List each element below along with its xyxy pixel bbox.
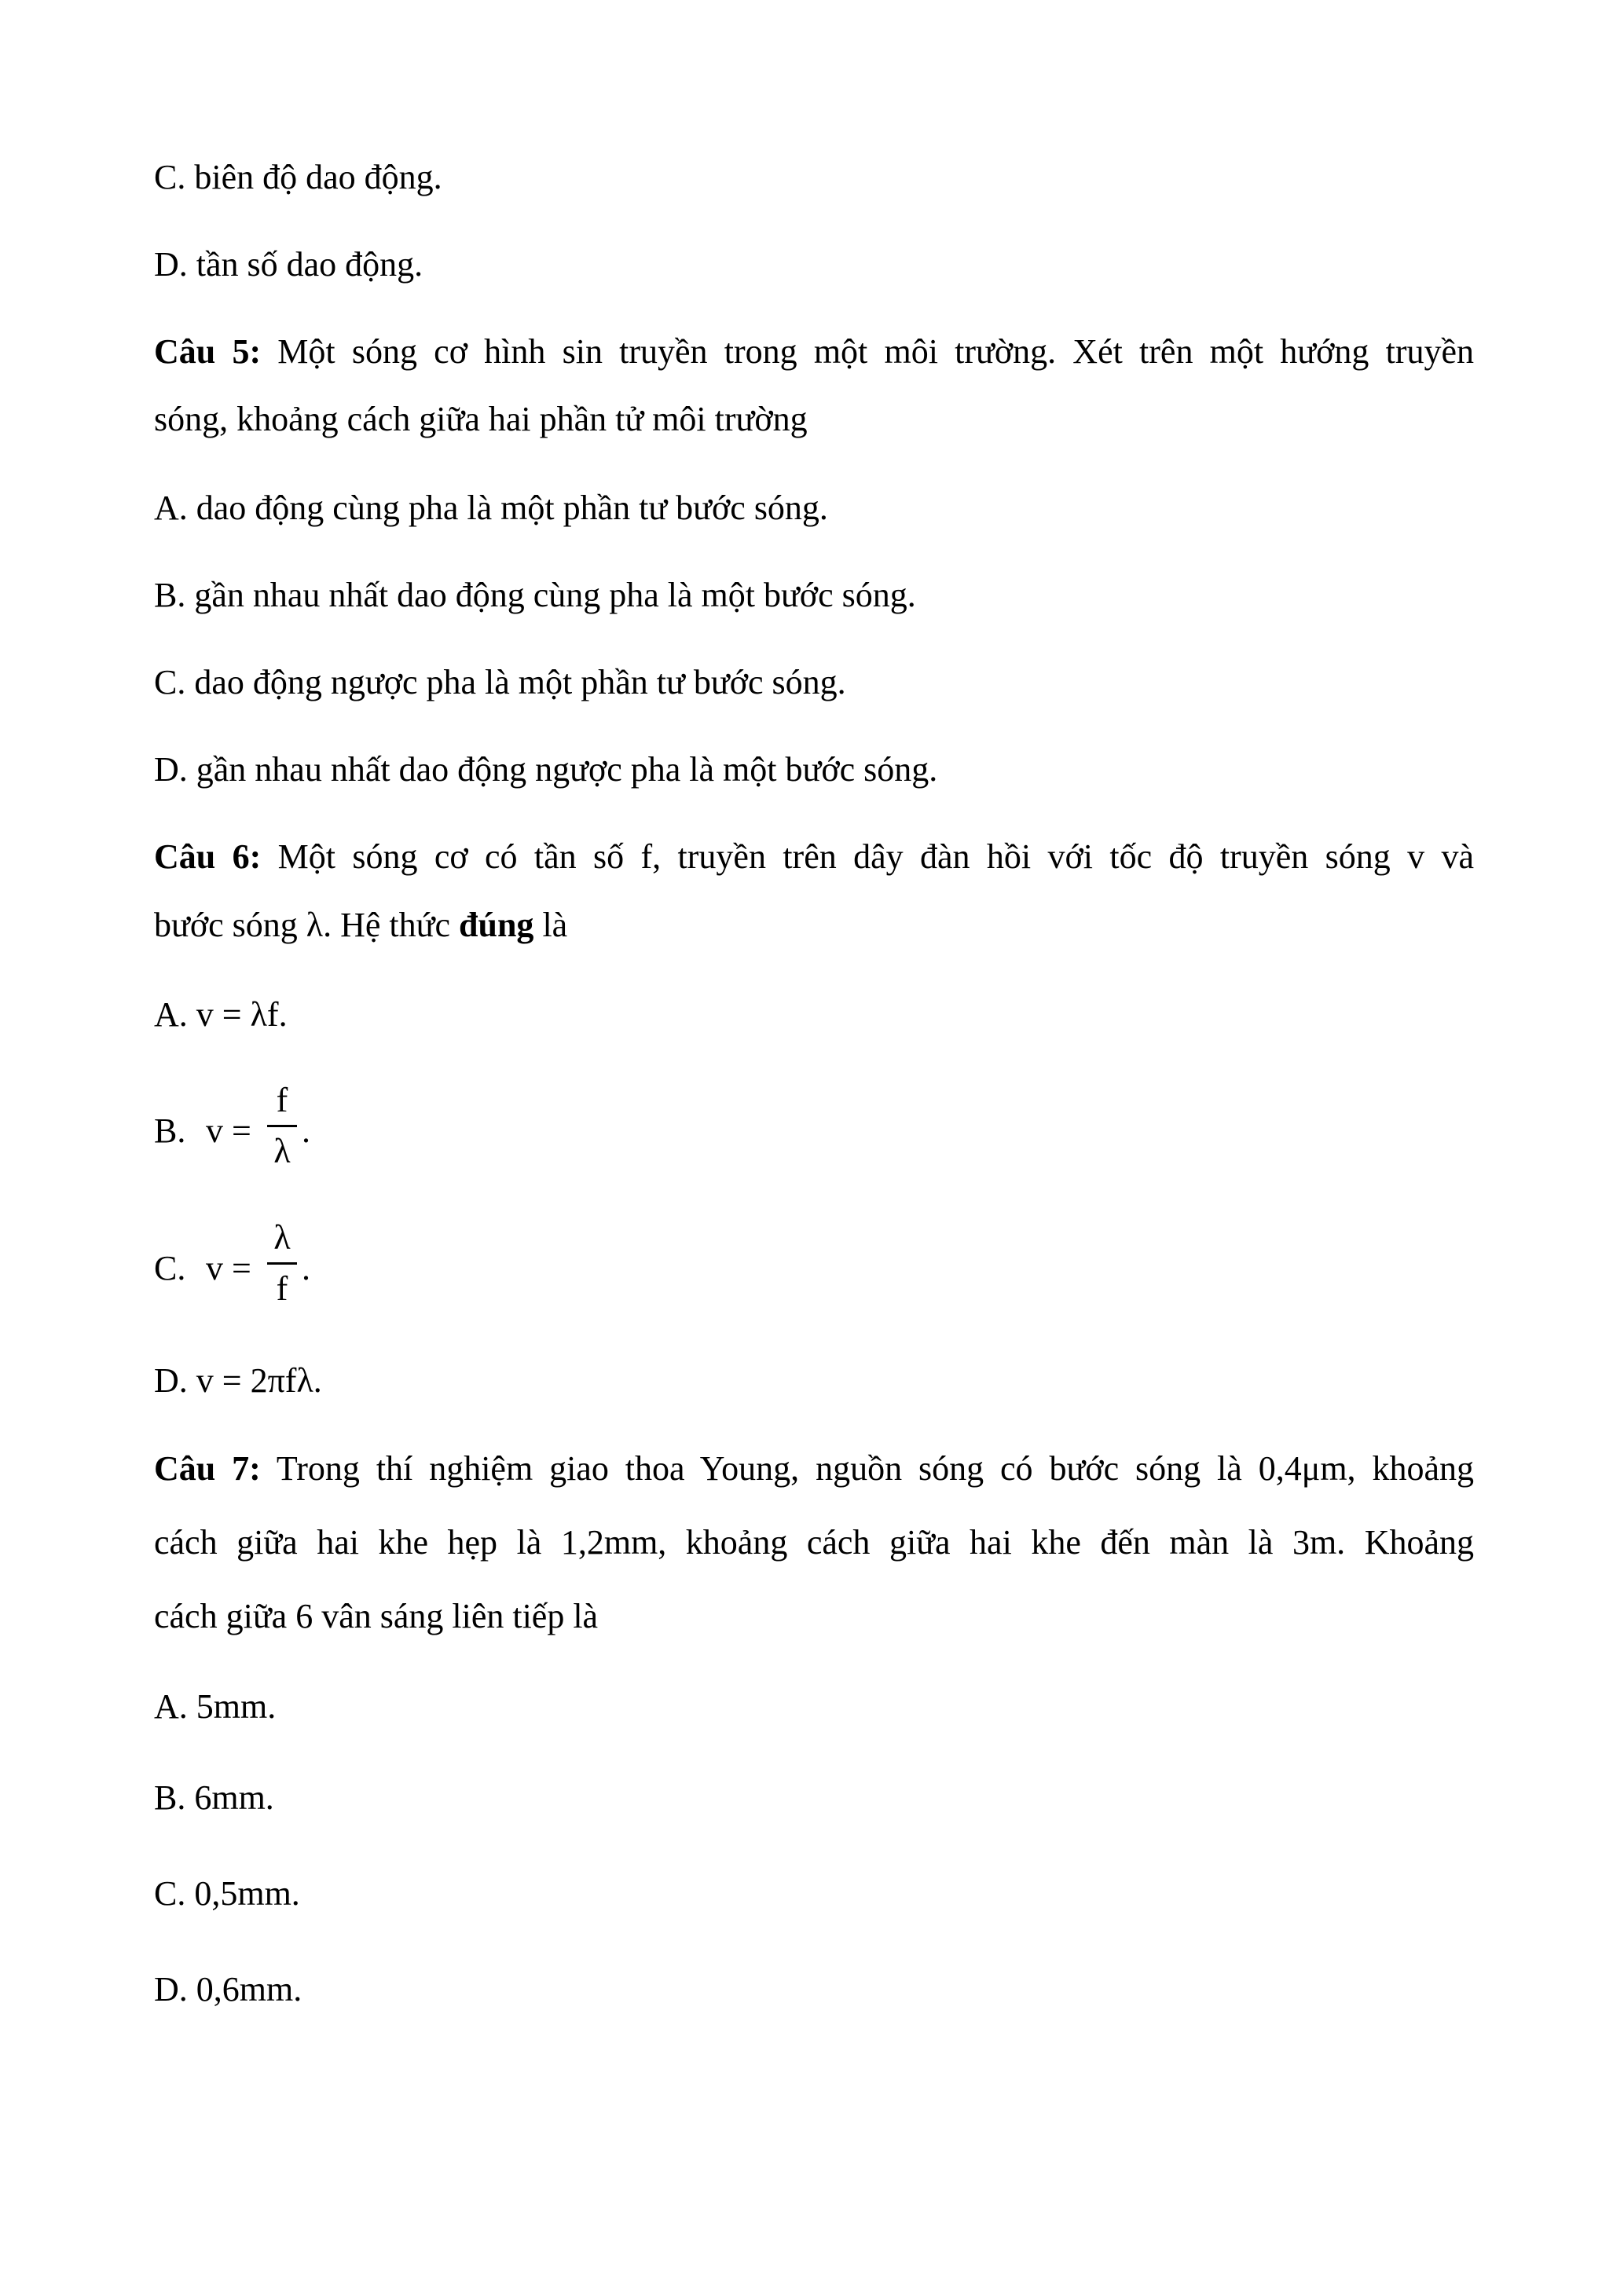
q6-option-c-lhs: v = <box>206 1249 251 1287</box>
q7-option-d: D. 0,6mm. <box>154 1970 302 2009</box>
q5-stem-line-1 <box>154 328 1474 375</box>
q7-stem-line-3: cách giữa 6 vân sáng liên tiếp là <box>154 1597 599 1635</box>
q6-option-b-end: . <box>302 1111 310 1150</box>
q7-option-a: A. 5mm. <box>154 1687 277 1726</box>
q5-option-b: B. gần nhau nhất dao động cùng pha là một bước sóng. <box>154 576 916 614</box>
q6-option-c-numerator: λ <box>273 1218 291 1257</box>
q7-label: Câu 7: <box>154 1449 261 1488</box>
q7-option-c: C. 0,5mm. <box>154 1874 300 1913</box>
q4-option-c: C. biên độ dao động. <box>154 158 442 196</box>
q6-option-b-lhs: v = <box>206 1111 251 1150</box>
q6-option-b-numerator: f <box>276 1081 288 1119</box>
q5-option-a: A. dao động cùng pha là một phần tư bước sóng. <box>154 489 828 527</box>
q6-option-b-label: B. <box>154 1111 186 1150</box>
q6-stem-text-1: Một sóng cơ có tần số f, truyền trên dây đàn hồi với tốc độ truyền sóng v và <box>261 837 1474 876</box>
q5-stem-line-2: sóng, khoảng cách giữa hai phần tử môi trường <box>154 400 808 438</box>
q5-option-c: C. dao động ngược pha là một phần tư bước sóng. <box>154 663 846 701</box>
q4-option-d: D. tần số dao động. <box>154 245 423 284</box>
q6-option-c-end: . <box>302 1249 310 1287</box>
q6-option-c-label: C. <box>154 1249 186 1287</box>
q7-stem-line-1 <box>154 1445 1474 1492</box>
q6-option-b-denominator: λ <box>273 1132 291 1170</box>
q6-option-c-denominator: f <box>276 1269 288 1308</box>
q7-stem-text-1: Trong thí nghiệm giao thoa Young, nguồn sóng có bước sóng là 0,4μm, khoảng <box>260 1449 1474 1488</box>
q7-option-b: B. 6mm. <box>154 1778 274 1817</box>
q6-stem-text-3: là <box>533 906 568 944</box>
q6-bold-word: đúng <box>459 906 534 944</box>
q6-stem-line-2 <box>154 902 1474 949</box>
q5-stem-text-1: Một sóng cơ hình sin truyền trong một môi trường. Xét trên một hướng truyền <box>261 332 1475 371</box>
q6-option-c <box>154 1214 861 1324</box>
q7-stem-line-2: cách giữa hai khe hẹp là 1,2mm, khoảng cách giữa hai khe đến màn là 3m. Khoảng <box>154 1523 1474 1562</box>
q6-option-b-fraction <box>264 1076 300 1176</box>
q6-option-a: A. v = λf. <box>154 995 288 1034</box>
q6-label: Câu 6: <box>154 837 262 876</box>
q6-stem-text-2: bước sóng λ. Hệ thức <box>154 906 460 944</box>
q5-option-d: D. gần nhau nhất dao động ngược pha là một bước sóng. <box>154 750 938 789</box>
q6-option-b <box>154 1076 861 1186</box>
q6-stem-line-1 <box>154 833 1474 881</box>
q6-option-d: D. v = 2πfλ. <box>154 1361 322 1400</box>
q6-option-c-fraction <box>264 1214 300 1313</box>
q5-label: Câu 5: <box>154 332 262 371</box>
